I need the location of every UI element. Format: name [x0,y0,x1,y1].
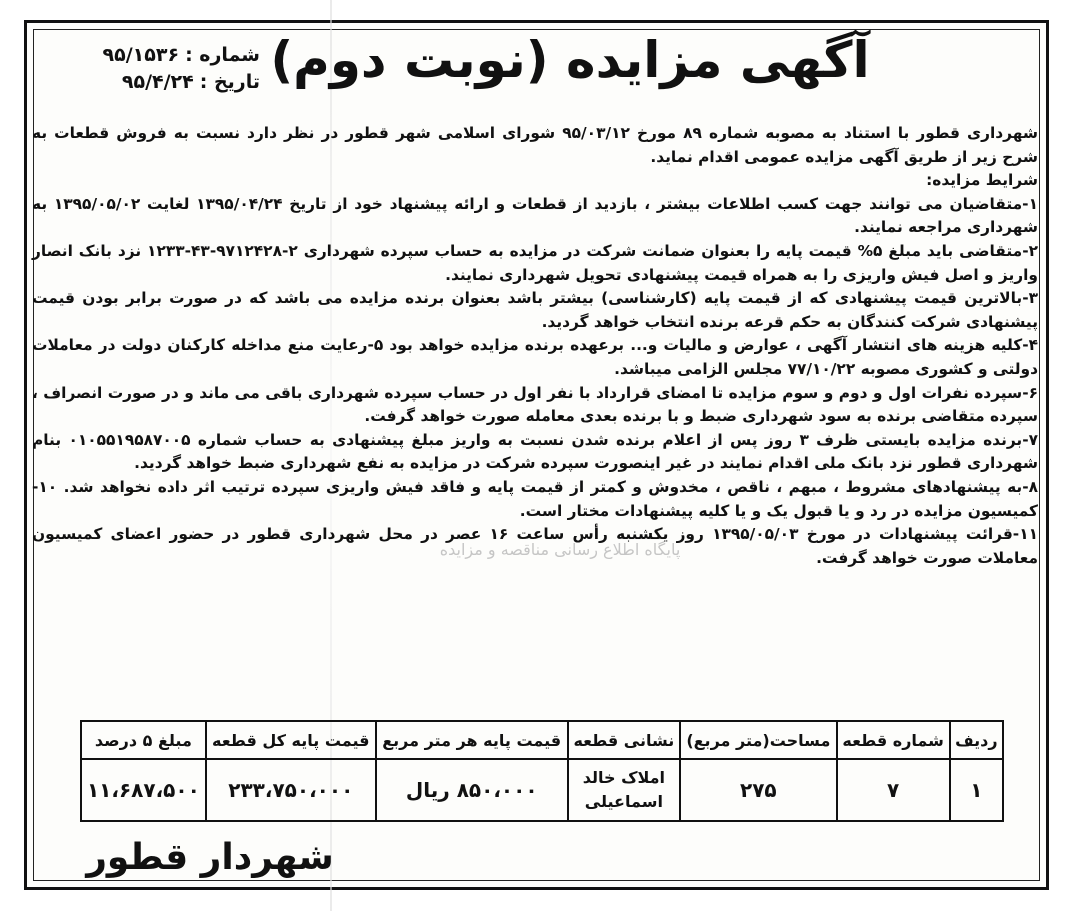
header-address: نشانی قطعه [568,721,681,759]
condition-item: ۱۱-قرائت پیشنهادات در مورخ ۱۳۹۵/۰۵/۰۳ روز یکشنبه رأس ساعت ۱۶ عصر در محل شهرداری قطور در حضور اعضای کمیسیون معاملات صورت خواهد گرفت. [32,525,1038,567]
notice-number-label: شماره : [185,44,260,66]
cell-address-line1: املاک خالد [582,768,665,787]
notice-number-row [60,42,260,69]
cell-five-percent: ۱۱،۶۸۷،۵۰۰ [81,759,206,821]
condition-item: ۷-برنده مزایده بایستی ظرف ۳ روز پس از اعلام برنده شدن نسبت به واریز مبلغ پیشنهادی به حساب شماره ۰۱۰۵۵۱۹۵۸۷۰۰۵ بنام شهرداری قطور نزد بانک ملی اقدام نمایند در غیر اینصورت سپرده شرکت در مزایده به نفع شهرداری ضبط خواهد گردید. [32,430,1038,473]
cell-row-no: ۱ [950,759,1003,821]
header-plot-no: شماره قطعه [837,721,950,759]
table-row [81,759,1003,821]
signature: شهردار قطور [86,837,334,878]
header-area: مساحت(متر مربع) [680,721,836,759]
cell-address [568,759,681,821]
cell-address-line2: اسماعیلی [584,792,663,811]
condition-item: ۲-متقاضی باید مبلغ ۵% قیمت پایه را بعنوان ضمانت شرکت در مزایده به حساب سپرده شهرداری ۲-۹۷۱۲۴۲۸-۴۳-۱۲۳۳ نزد بانک انصار واریز و اصل فیش واریزی را به همراه قیمت پیشنهادی تحویل شهرداری نمایند. [32,241,1038,284]
notice-date-value: ۹۵/۴/۲۴ [121,71,194,93]
header-row-no: ردیف [950,721,1003,759]
cell-total-price: ۲۳۳،۷۵۰،۰۰۰ [206,759,376,821]
header-five-percent: مبلغ ۵ درصد [81,721,206,759]
cell-price-per-m2: ۸۵۰،۰۰۰ ریال [376,759,568,821]
condition-item: ۱-متقاضیان می توانند جهت کسب اطلاعات بیشتر ، بازدید از قطعات و ارائه پیشنهاد خود از تاریخ ۱۳۹۵/۰۴/۲۴ لغایت ۱۳۹۵/۰۵/۰۲ به شهرداری مراجعه نمایند. [32,194,1038,237]
condition-item: ۸-به پیشنهادهای مشروط ، مبهم ، ناقص ، مخدوش و کمتر از قیمت پایه و فاقد فیش واریزی سپرده ترتیب اثر داده نخواهد شد. ۱۰-کمیسیون مزایده در رد و یا قبول یک و یا کلیه پیشنهادات مختار است. [32,477,1038,520]
cell-area: ۲۷۵ [680,759,836,821]
condition-item: ۶-سپرده نفرات اول و دوم و سوم مزایده تا امضای قرارداد با نفر اول در حساب سپرده شهرداری باقی می ماند و در صورت انصراف ، سپرده متقاضی برنده به سود شهرداری ضبط و با برنده بعدی معامله صورت خواهد گرفت. [32,383,1038,426]
watermark-text: پایگاه اطلاع رسانی مناقصه و مزایده [439,540,681,559]
plots-table [80,720,1004,822]
notice-date-label: تاریخ : [199,71,260,93]
cell-plot-no: ۷ [837,759,950,821]
notice-meta [60,42,260,96]
header-total-price: قیمت پایه کل قطعه [206,721,376,759]
table-header-row [81,721,1003,759]
conditions-heading: شرایط مزایده: [926,171,1038,190]
condition-item: ۴-کلیه هزینه های انتشار آگهی ، عوارض و مالیات و... برعهده برنده مزایده خواهد بود ۵-رعایت منع مداخله کارکنان دولت در معاملات دولتی و کشوری مصوبه ۷۷/۱۰/۲۲ مجلس الزامی میباشد. [32,336,1038,378]
notice-body [32,122,1038,570]
intro-paragraph: شهرداری قطور با استناد به مصوبه شماره ۸۹ مورخ ۹۵/۰۳/۱۲ شورای اسلامی شهر قطور در نظر دارد نسبت به فروش قطعات به شرح زیر از طریق آگهی مزایده عمومی اقدام نماید. [32,124,1038,166]
notice-title: آگهی مزایده (نوبت دوم) [270,31,870,89]
header-price-per-m2: قیمت پایه هر متر مربع [376,721,568,759]
notice-date-row [60,69,260,96]
condition-item: ۳-بالاترین قیمت پیشنهادی که از قیمت پایه (کارشناسی) بیشتر باشد بعنوان برنده مزایده می باشد که در صورت برابر بودن قیمت پیشنهادی شرکت کنندگان به حکم قرعه برنده انتخاب خواهد گردید. [32,289,1038,331]
notice-number-value: ۹۵/۱۵۳۶ [102,44,180,66]
